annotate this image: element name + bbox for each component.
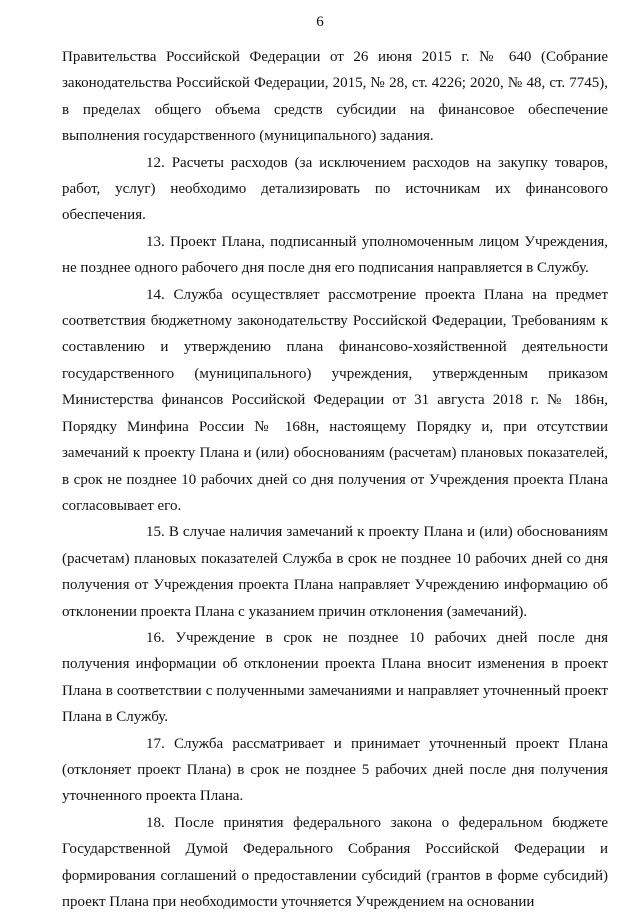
paragraph-number: 13. — [146, 233, 165, 250]
paragraph-number: 15. — [146, 524, 165, 541]
paragraph-number: 18. — [146, 814, 165, 831]
page-number: 6 — [316, 14, 324, 30]
paragraph-text: Проект Плана, подписанный уполномоченным лицом Учреждения, не позднее одного рабочего дня после дня его подписания направляется в Службу. — [62, 233, 608, 277]
paragraph-text: Учреждение в срок не позднее 10 рабочих дней после дня получения информации об отклонении проекта Плана вносит изменения в проект Плана в соответствии с полученными замечаниями и направляет уточненный проект Плана в Службу. — [62, 629, 609, 726]
paragraph-number: 17. — [146, 735, 165, 752]
paragraph-text: Служба осуществляет рассмотрение проекта Плана на предмет соответствия бюджетному законодательству Российской Федерации, Требованиям к составлению и утверждению плана финансово-хозяйственной деятельности государственного (муниципального) учреждения, утвержденным приказом Министерства финансов Российской Федерации от 31 августа 2018 г. № 186н, Порядку Минфина России № 168н, настоящему Порядку и, при отсутствии замечаний к проекту Плана и (или) обоснованиям (расчетам) плановых показателей, в срок не позднее 10 рабочих дней со дня получения от Учреждения проекта Плана согласовывает его. — [62, 286, 608, 514]
paragraph-18 — [62, 810, 608, 915]
paragraph-continuation — [62, 44, 608, 150]
paragraph-text: После принятия федерального закона о федеральном бюджете Государственной Думой Федерального Собрания Российской Федерации и формирования соглашений о предоставлении субсидий (грантов в форме субсидий) проект Плана при необходимости уточняется Учреждением на основании — [62, 814, 609, 910]
paragraph-number: 16. — [146, 629, 165, 646]
document-body — [62, 44, 608, 915]
paragraph-14 — [62, 282, 608, 520]
paragraph-text: В случае наличия замечаний к проекту Плана и (или) обоснованиям (расчетам) плановых показателей Служба в срок не позднее 10 рабочих дней со дня получения от Учреждения проекта Плана направляет Учреждению информацию об отклонении проекта Плана с указанием причин отклонения (замечаний). — [62, 524, 609, 620]
paragraph-text: Расчеты расходов (за исключением расходов на закупку товаров, работ, услуг) необходимо детализировать по источникам их финансового обеспечения. — [62, 154, 609, 224]
paragraph-text: Правительства Российской Федерации от 26 июня 2015 г. № 640 (Собрание законодательства Российской Федерации, 2015, № 28, ст. 4226; 2020, № 48, ст. 7745), в пределах общего объема средств субсидии на финансовое обеспечение выполнения государственного (муниципального) задания. — [62, 49, 608, 145]
paragraph-15 — [62, 519, 608, 625]
paragraph-12 — [62, 150, 608, 229]
paragraph-number: 14. — [146, 286, 165, 303]
paragraph-text: Служба рассматривает и принимает уточненный проект Плана (отклоняет проект Плана) в срок не позднее 5 рабочих дней после дня получения уточненного проекта Плана. — [62, 735, 608, 805]
paragraph-17 — [62, 731, 608, 810]
paragraph-16 — [62, 625, 608, 731]
paragraph-13 — [62, 229, 608, 282]
paragraph-number: 12. — [146, 154, 165, 171]
